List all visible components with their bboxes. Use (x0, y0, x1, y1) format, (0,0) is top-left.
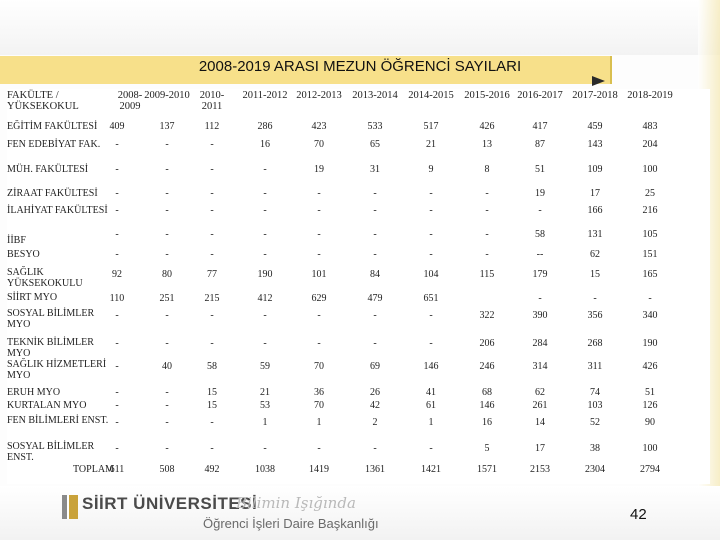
table-cell: 1361 (365, 464, 385, 475)
table-cell: - (317, 229, 321, 240)
table-cell: 126 (642, 400, 658, 411)
table-cell: - (485, 249, 489, 260)
table-cell: 311 (587, 361, 603, 372)
table-cell: - (317, 443, 321, 454)
faculty-name: SİİRT MYO (7, 292, 58, 303)
year-column-header: 2010-2011 (199, 90, 225, 112)
table-cell: 26 (370, 387, 380, 398)
table-cell: 105 (642, 229, 658, 240)
table-cell: 131 (587, 229, 603, 240)
faculty-name: FEN BİLİMLERİ ENST. (7, 415, 109, 426)
table-cell: 215 (204, 293, 220, 304)
table-cell: - (373, 249, 377, 260)
table-cell: - (210, 338, 214, 349)
year-column-header: 2016-2017 (517, 90, 563, 101)
table-cell: 15 (207, 400, 217, 411)
table-cell: 629 (311, 293, 327, 304)
faculty-name: ERUH MYO (7, 387, 61, 398)
table-cell: - (115, 188, 119, 199)
table-cell: - (429, 205, 433, 216)
table-cell: 8 (484, 164, 490, 175)
table-cell: - (115, 338, 119, 349)
table-cell: - (263, 338, 267, 349)
table-cell: 52 (590, 417, 600, 428)
year-column-header: 2018-2019 (627, 90, 673, 101)
table-cell: 483 (642, 121, 658, 132)
table-cell: 21 (426, 139, 436, 150)
table-cell: - (115, 310, 119, 321)
table-cell: 19 (314, 164, 324, 175)
table-cell: 1038 (255, 464, 275, 475)
table-cell: 1 (428, 417, 434, 428)
table-cell: - (115, 387, 119, 398)
table-cell: - (210, 229, 214, 240)
table-cell: - (263, 310, 267, 321)
table-cell: 31 (370, 164, 380, 175)
table-cell: - (115, 443, 119, 454)
table-cell: - (538, 293, 542, 304)
table-cell: 70 (314, 400, 324, 411)
year-column-header: 2017-2018 (572, 90, 618, 101)
table-cell: - (210, 139, 214, 150)
table-cell: - (165, 205, 169, 216)
table-cell: 166 (587, 205, 603, 216)
table-cell: -- (536, 249, 544, 260)
university-slogan: Bilimin Işığında (236, 494, 356, 512)
table-cell: 2304 (585, 464, 605, 475)
table-cell: 206 (479, 338, 495, 349)
table-cell: 104 (423, 269, 439, 280)
faculty-name: TOPLAM (73, 464, 114, 475)
table-cell: 58 (207, 361, 217, 372)
university-logo-icon (62, 495, 78, 519)
table-cell: 36 (314, 387, 324, 398)
table-cell: - (263, 249, 267, 260)
faculty-name: ZİRAAT FAKÜLTESİ (7, 188, 98, 199)
table-cell: 90 (645, 417, 655, 428)
table-cell: 42 (370, 400, 380, 411)
year-column-header: 2013-2014 (352, 90, 398, 101)
faculty-column-header: FAKÜLTE / YÜKSEKOKUL (7, 90, 79, 112)
table-cell: 409 (109, 121, 125, 132)
faculty-name: İİBF (7, 235, 26, 246)
table-cell: 100 (642, 443, 658, 454)
table-cell: 1419 (309, 464, 329, 475)
page-number: 42 (630, 506, 647, 523)
table-cell: 14 (535, 417, 545, 428)
table-cell: 1 (316, 417, 322, 428)
table-cell: 87 (535, 139, 545, 150)
table-cell: 84 (370, 269, 380, 280)
faculty-name: SOSYAL BİLİMLER ENST. (7, 441, 95, 463)
faculty-name: MÜH. FAKÜLTESİ (7, 164, 89, 175)
table-cell: 356 (587, 310, 603, 321)
table-cell: 19 (535, 188, 545, 199)
university-name: SİİRT ÜNİVERSİTESİ (82, 494, 258, 513)
table-cell: - (165, 443, 169, 454)
table-cell: 2153 (530, 464, 550, 475)
table-cell: 103 (587, 400, 603, 411)
table-cell: 17 (535, 443, 545, 454)
table-cell: - (115, 164, 119, 175)
table-cell: - (165, 417, 169, 428)
faculty-name: SAĞLIK YÜKSEKOKULU (7, 267, 83, 289)
faculty-name: SAĞLIK HİZMETLERİ MYO (7, 359, 107, 381)
year-column-header: 2014-2015 (408, 90, 454, 101)
table-cell: 51 (645, 387, 655, 398)
table-cell: - (263, 205, 267, 216)
table-cell: 70 (314, 139, 324, 150)
table-cell: 204 (642, 139, 658, 150)
table-cell: 246 (479, 361, 495, 372)
table-cell: - (115, 417, 119, 428)
table-cell: 109 (587, 164, 603, 175)
table-cell: 2 (372, 417, 378, 428)
table-cell: 74 (590, 387, 600, 398)
table-cell: - (210, 310, 214, 321)
table-cell: 190 (642, 338, 658, 349)
table-cell: - (210, 205, 214, 216)
table-cell: - (165, 249, 169, 260)
table-cell: - (429, 188, 433, 199)
table-cell: 533 (367, 121, 383, 132)
table-cell: - (429, 310, 433, 321)
table-cell: 15 (207, 387, 217, 398)
table-cell: 137 (159, 121, 175, 132)
faculty-name: FEN EDEBİYAT FAK. (7, 139, 101, 150)
table-cell: 423 (311, 121, 327, 132)
table-cell: 492 (204, 464, 220, 475)
slide-title: 2008-2019 ARASI MEZUN ÖĞRENCİ SAYILARI (198, 58, 522, 75)
table-cell: 53 (260, 400, 270, 411)
year-column-header: 2008-2009 (117, 90, 143, 112)
table-cell: - (263, 229, 267, 240)
table-cell: - (210, 443, 214, 454)
table-cell: 58 (535, 229, 545, 240)
table-cell: - (373, 205, 377, 216)
table-cell: - (165, 164, 169, 175)
table-cell: - (485, 205, 489, 216)
table-cell: - (165, 229, 169, 240)
year-column-header: 2015-2016 (464, 90, 510, 101)
table-cell: - (165, 400, 169, 411)
table-cell: 426 (642, 361, 658, 372)
table-cell: 2794 (640, 464, 660, 475)
table-cell: - (373, 338, 377, 349)
table-cell: - (317, 310, 321, 321)
table-cell: 101 (311, 269, 327, 280)
table-cell: - (115, 249, 119, 260)
slide-top-background (0, 0, 720, 55)
table-cell: - (538, 205, 542, 216)
table-cell: - (429, 249, 433, 260)
table-cell: 417 (532, 121, 548, 132)
table-cell: 322 (479, 310, 495, 321)
table-cell: 1421 (421, 464, 441, 475)
table-cell: - (317, 205, 321, 216)
table-cell: - (317, 338, 321, 349)
faculty-name: KURTALAN MYO (7, 400, 87, 411)
table-cell: 68 (482, 387, 492, 398)
table-cell: 40 (162, 361, 172, 372)
table-cell: 412 (257, 293, 273, 304)
table-cell: 69 (370, 361, 380, 372)
table-cell: 41 (426, 387, 436, 398)
table-cell: - (429, 229, 433, 240)
table-cell: 70 (314, 361, 324, 372)
table-cell: - (115, 205, 119, 216)
table-cell: 110 (109, 293, 125, 304)
table-cell: 426 (479, 121, 495, 132)
play-arrow-icon (592, 76, 605, 86)
table-cell: 143 (587, 139, 603, 150)
table-cell: 340 (642, 310, 658, 321)
table-cell: 100 (642, 164, 658, 175)
table-cell: 390 (532, 310, 548, 321)
table-cell: 61 (426, 400, 436, 411)
table-cell: 16 (482, 417, 492, 428)
table-cell: - (165, 188, 169, 199)
table-cell: 151 (642, 249, 658, 260)
faculty-name: TEKNİK BİLİMLER MYO (7, 337, 94, 359)
table-cell: - (485, 188, 489, 199)
table-cell: 92 (112, 269, 122, 280)
table-cell: 59 (260, 361, 270, 372)
table-cell: 190 (257, 269, 273, 280)
table-cell: 251 (159, 293, 175, 304)
table-cell: 13 (482, 139, 492, 150)
table-cell: 146 (423, 361, 439, 372)
table-cell: 268 (587, 338, 603, 349)
table-cell: - (165, 310, 169, 321)
faculty-name: EĞİTİM FAKÜLTESİ (7, 121, 98, 132)
table-cell: 62 (590, 249, 600, 260)
table-cell: 479 (367, 293, 383, 304)
table-cell: - (317, 188, 321, 199)
table-cell: 146 (479, 400, 495, 411)
table-cell: 216 (642, 205, 658, 216)
office-name: Öğrenci İşleri Daire Başkanlığı (203, 516, 379, 531)
table-cell: 1 (262, 417, 268, 428)
table-cell: - (165, 139, 169, 150)
table-cell: - (165, 338, 169, 349)
table-cell: - (115, 361, 119, 372)
table-cell: 261 (532, 400, 548, 411)
table-cell: - (593, 293, 597, 304)
table-cell: - (263, 164, 267, 175)
graduates-table (7, 89, 710, 484)
table-cell: - (373, 188, 377, 199)
table-cell: 165 (642, 269, 658, 280)
table-cell: - (165, 387, 169, 398)
table-cell: 314 (532, 361, 548, 372)
table-cell: 5 (484, 443, 490, 454)
table-cell: 286 (257, 121, 273, 132)
table-cell: - (648, 293, 652, 304)
table-cell: 25 (645, 188, 655, 199)
table-cell: - (115, 229, 119, 240)
table-cell: 77 (207, 269, 217, 280)
table-cell: 179 (532, 269, 548, 280)
table-cell: 611 (109, 464, 125, 475)
year-column-header: 2009-2010 (144, 90, 190, 101)
faculty-name: İLAHİYAT FAKÜLTESİ (7, 205, 108, 216)
table-cell: - (373, 443, 377, 454)
table-cell: - (210, 188, 214, 199)
table-cell: 115 (479, 269, 495, 280)
table-cell: 459 (587, 121, 603, 132)
table-cell: - (485, 229, 489, 240)
table-cell: 651 (423, 293, 439, 304)
table-cell: 112 (204, 121, 220, 132)
table-cell: 51 (535, 164, 545, 175)
table-cell: 38 (590, 443, 600, 454)
table-cell: - (373, 310, 377, 321)
faculty-name: BESYO (7, 249, 40, 260)
table-cell: - (429, 338, 433, 349)
year-column-header: 2012-2013 (296, 90, 342, 101)
table-cell: - (115, 139, 119, 150)
table-cell: - (210, 249, 214, 260)
table-cell: 16 (260, 139, 270, 150)
year-column-header: 2011-2012 (242, 90, 288, 101)
table-cell: - (210, 417, 214, 428)
faculty-name: SOSYAL BİLİMLER MYO (7, 308, 95, 330)
table-cell: 65 (370, 139, 380, 150)
table-cell: 21 (260, 387, 270, 398)
table-cell: 62 (535, 387, 545, 398)
table-cell: 508 (159, 464, 175, 475)
table-cell: - (373, 229, 377, 240)
table-cell: - (263, 188, 267, 199)
table-cell: - (429, 443, 433, 454)
table-cell: 15 (590, 269, 600, 280)
table-cell: - (115, 400, 119, 411)
table-cell: - (210, 164, 214, 175)
table-cell: 80 (162, 269, 172, 280)
table-cell: 284 (532, 338, 548, 349)
table-cell: 17 (590, 188, 600, 199)
table-cell: 9 (428, 164, 434, 175)
table-cell: - (317, 249, 321, 260)
table-cell: 517 (423, 121, 439, 132)
table-cell: - (263, 443, 267, 454)
table-cell: 1571 (477, 464, 497, 475)
